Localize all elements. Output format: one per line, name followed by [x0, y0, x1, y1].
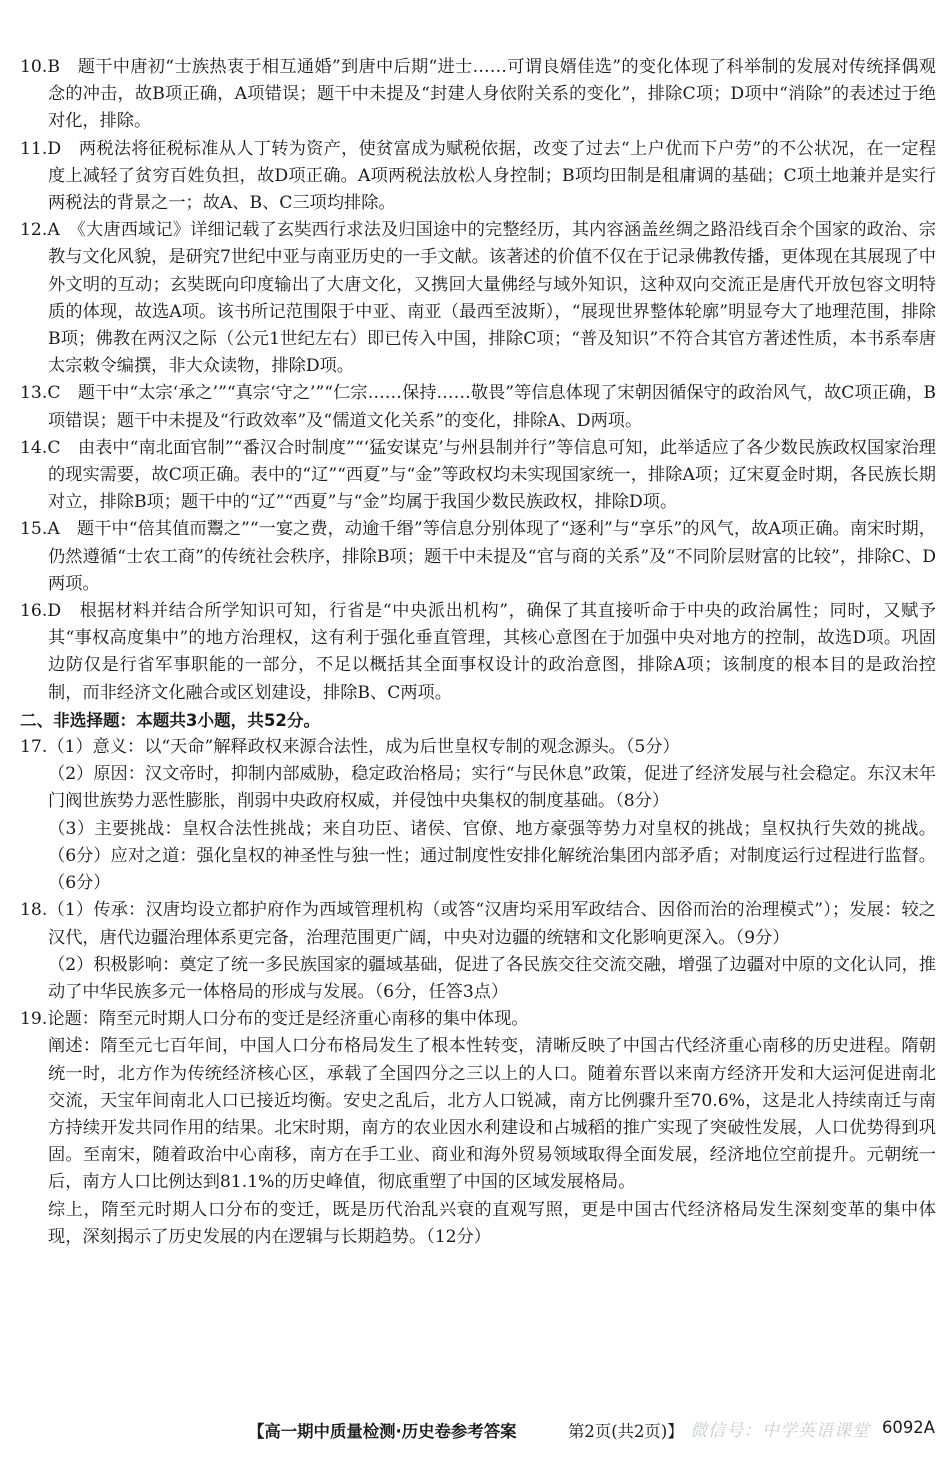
page-footer [0, 1418, 950, 1448]
answer-17-part1: 17.（1）意义：以“天命”解释政权来源合法性，成为后世皇权专制的观念源头。（5分） [20, 737, 680, 758]
answer-12: 12.A 《大唐西域记》详细记载了玄奘西行求法及归国途中的完整经历，其内容涵盖丝绸之路沿线百余个国家的政治、宗教与文化风貌，是研究7世纪中亚与南亚历史的一手文献。该著述的价值不仅在于记录佛教传播，更体现在其展现了中外文明的互动；玄奘既向印度输出了大唐文化，又携回大量佛经与域外知识，这种双向交流正是唐代开放包容文明特质的体现，故选A项。该书所记范围限于中亚、南亚（最西至波斯），“展现世界整体轮廓”明显夸大了地理范围，排除B项；佛教在两汉之际（公元1世纪左右）即已传入中国，排除C项；“普及知识”不符合其官方著述性质，本书系奉唐太宗敕令编撰，非大众读物，排除D项。 [20, 220, 936, 377]
answer-16: 16.D 根据材料并结合所学知识可知，行省是“中央派出机构”，确保了其直接听命于中央的政治属性；同时，又赋予其“事权高度集中”的地方治理权，这有利于强化垂直管理，其核心意图在于加强中央对地方的控制，故选D项。巩固边防仅是行省军事职能的一部分，不足以概括其全面事权设计的政治意图，排除A项；该制度的根本目的是政治控制，而非经济文化融合或区划建设，排除B、C两项。 [20, 601, 936, 703]
answer-15: 15.A 题干中“倍其值而鬻之”“一宴之费，动逾千缗”等信息分别体现了“逐利”与“享乐”的风气，故A项正确。南宋时期，仍然遵循“士农工商”的传统社会秩序，排除B项；题干中未提及“官与商的关系”及“不同阶层财富的比较”，排除C、D两项。 [20, 519, 936, 594]
paper-code: 6092A [882, 1418, 935, 1437]
answer-11: 11.D 两税法将征税标准从人丁转为资产，使贫富成为赋税依据，改变了过去“上户优而下户劳”的不公状况，在一定程度上减轻了贫穷百姓负担，故D项正确。A项两税法放松人身控制；B项均田制是租庸调的基础；C项土地兼并是实行两税法的背景之一；故A、B、C三项均排除。 [20, 138, 936, 214]
watermark: 微信号：中学英语课堂 [690, 1421, 870, 1441]
footer-title: 【高一期中质量检测·历史卷参考答案 [248, 1422, 517, 1441]
answer-page [20, 54, 936, 1251]
answer-18-part1: 18.（1）传承：汉唐均设立都护府作为西域管理机构（或答“汉唐均采用军政结合、因俗而治的治理模式”）；发展：较之汉代，唐代边疆治理体系更完备，治理范围更广阔，中央对边疆的统辖和文化影响更深入。（9分） [20, 900, 936, 948]
answer-10: 10.B 题干中唐初“士族热衷于相互通婚”到唐中后期“进士……可谓良婿佳选”的变化体现了科举制的发展对传统择偶观念的冲击，故B项正确，A项错误；题干中未提及“封建人身依附关系的变化”，排除C项；D项中“消除”的表述过于绝对化，排除。 [20, 57, 936, 132]
section-title: 二、非选择题：本题共3小题，共52分。 [20, 710, 321, 730]
footer-page-number: 第2页(共2页)】 [568, 1422, 684, 1441]
answer-14: 14.C 由表中“南北面官制”“番汉合时制度”“‘猛安谋克’与州县制并行”等信息可知，此举适应了各少数民族政权国家治理的现实需要，故C项正确。表中的“辽”“西夏”与“金”等政权均未实现国家统一，排除A项；辽宋夏金时期，各民族长期对立，排除B项；题干中的“辽”“西夏”与“金”均属于我国少数民族政权，排除D项。 [20, 437, 936, 513]
answer-18-part2: （2）积极影响：奠定了统一多民族国家的疆域基础，促进了各民族交往交流交融，增强了边疆对中原的文化认同，推动了中华民族多元一体格局的形成与发展。（6分，任答3点） [48, 954, 936, 1002]
answer-17-part2: （2）原因：汉文帝时，抑制内部威胁，稳定政治格局；实行“与民休息”政策，促进了经济发展与社会稳定。东汉末年门阀世族势力恶性膨胀，削弱中央政府权威，并侵蚀中央集权的制度基础。（8分） [48, 764, 936, 812]
answer-17-part3: （3）主要挑战：皇权合法性挑战；来自功臣、诸侯、官僚、地方豪强等势力对皇权的挑战；皇权执行失效的挑战。（6分）应对之道：强化皇权的神圣性与独一性；通过制度性安排化解统治集团内部矛盾；对制度运行过程进行监督。（6分） [48, 818, 936, 894]
answer-19-argument: 阐述：隋至元七百年间，中国人口分布格局发生了根本性转变，清晰反映了中国古代经济重心南移的历史进程。隋朝统一时，北方作为传统经济核心区，承载了全国四分之三以上的人口。随着东晋以来南方经济开发和大运河促进南北交流，天宝年间南北人口已接近均衡。安史之乱后，北方人口锐减，南方比例骤升至70.6%，这是北人持续南迁与南方持续开发共同作用的结果。北宋时期，南方的农业因水利建设和占城稻的推广实现了突破性发展，人口优势得到巩固。至南宋，随着政治中心南移，南方在手工业、商业和海外贸易领域取得全面发展，经济地位空前提升。元朝统一后，南方人口比例达到81.1%的历史峰值，彻底重塑了中国的区域发展格局。 [48, 1036, 936, 1193]
answer-13: 13.C 题干中“太宗‘承之’”“真宗‘守之’”“仁宗……保持……敬畏”等信息体现了宋朝因循保守的政治风气，故C项正确，B项错误；题干中未提及“行政效率”及“儒道文化关系”的变化，排除A、D两项。 [20, 383, 936, 431]
answer-19-thesis: 19.论题：隋至元时期人口分布的变迁是经济重心南移的集中体现。 [20, 1009, 529, 1030]
answer-19-conclusion: 综上，隋至元时期人口分布的变迁，既是历代治乱兴衰的直观写照，更是中国古代经济格局发生深刻变革的集中体现，深刻揭示了历史发展的内在逻辑与长期趋势。（12分） [48, 1199, 936, 1247]
